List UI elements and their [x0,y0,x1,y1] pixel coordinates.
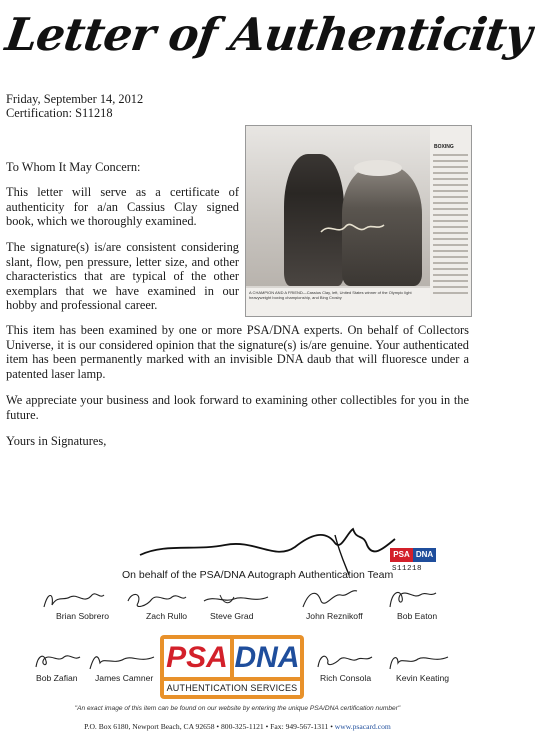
signature-john-reznikoff [295,585,361,613]
signature-bob-zafian [30,649,82,673]
expert-name: James Camner [95,673,154,683]
expert-name: Kevin Keating [396,673,450,683]
expert-name: John Reznikoff [306,611,363,621]
logo-subtitle: AUTHENTICATION SERVICES [164,681,300,695]
website-link[interactable]: www.psacard.com [334,722,391,731]
paragraph-3: This item has been examined by one or more PSA/DNA experts. On behalf of Collectors Universe, it is our considered opinion that the signature(s) is/are genuine. Your authenticated item has been permanently marked with an invisible DNA daub that will fluoresce under a patented laser lamp. [6,323,469,381]
signature-kevin-keating [384,649,450,673]
signature-zach-rullo [122,587,188,613]
address-text: P.O. Box 6180, Newport Beach, CA 92658 • 800-325-1121 • Fax: 949-567-1311 • [84,722,335,731]
expert-name: Zach Rullo [146,611,188,621]
photo-hat [354,160,402,176]
signature-brian-sobrero [40,587,106,613]
logo-psa: PSA [164,639,230,677]
photo-caption-text: A CHAMPION AND A FRIEND—Cassius Clay, left, United States winner of the Olympic light heavyweight boxing championship, and Bing Crosby [249,290,412,300]
contact-address [0,722,475,731]
psa-dna-mini-logo [390,548,436,562]
expert-name: Bob Eaton [397,611,438,621]
expert-name: Bob Zafian [36,673,78,683]
expert-name: Steve Grad [210,611,254,621]
item-photo [245,125,472,317]
signature-james-camner [84,649,156,673]
signature-main [135,525,400,575]
photo-text-column [430,126,471,316]
logo-dna: DNA [234,639,300,677]
item-signature [318,216,388,240]
photo-caption [246,288,430,316]
expert-name: Rich Consola [320,673,372,683]
authentication-team-block [0,525,475,725]
signature-bob-eaton [384,585,438,613]
letter-date: Friday, September 14, 2012 [6,92,144,106]
mini-logo-left: PSA [390,548,413,562]
expert-name: Brian Sobrero [56,611,110,621]
paragraph-4: We appreciate your business and look forward to examining other collectibles for you in the future. [6,393,469,422]
certification-number: Certification: S11218 [6,106,113,120]
signature-steve-grad [200,589,272,611]
footnote: "An exact image of this item can be found on our website by entering the unique PSA/DNA certification number" [74,705,401,712]
salutation: To Whom It May Concern: [6,160,141,174]
mini-cert-number: S11218 [392,565,423,573]
photo-column-heading: BOXING [434,144,454,150]
paragraph-1: This letter will serve as a certificate of authenticity for a/an Cassius Clay signed book, which we thoroughly examined. [6,185,239,229]
closing: Yours in Signatures, [6,434,107,448]
team-label: On behalf of the PSA/DNA Autograph Authentication Team [122,569,394,581]
paragraph-2: The signature(s) is/are consistent considering slant, flow, pen pressure, letter size, and other characteristics that are typical of the other exemplars that we have examined in our hobby and professional career. [6,240,239,313]
psa-dna-logo [160,635,304,699]
signature-rich-consola [312,649,374,673]
mini-logo-right: DNA [413,548,436,562]
page-title: Letter of Authenticity [2,8,535,61]
